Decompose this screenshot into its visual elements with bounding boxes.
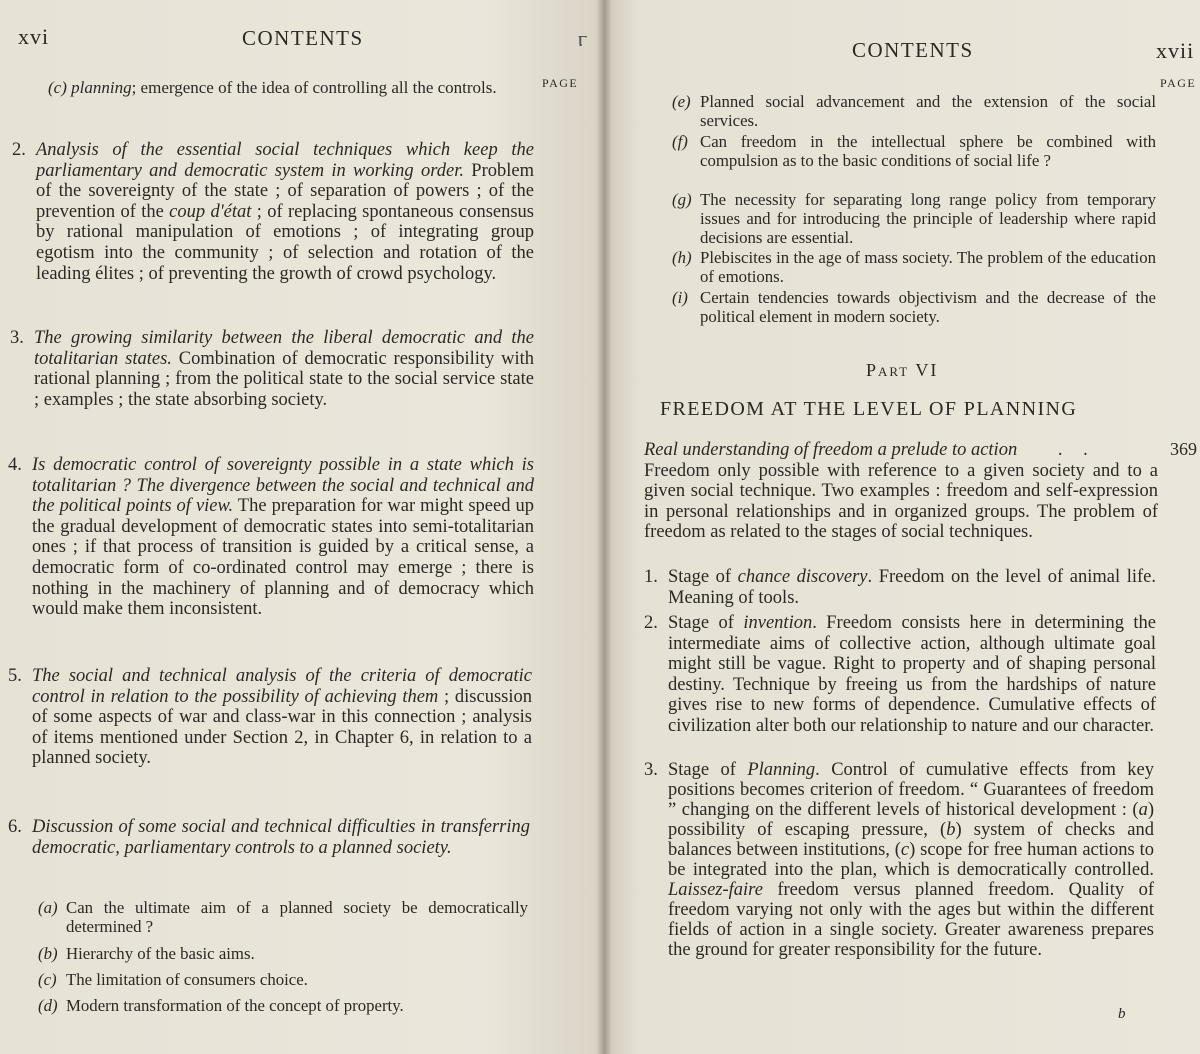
subitem-text: Can freedom in the intellectual sphere be combined with compulsion as to the basic conditions of social life ? [700,132,1156,171]
contents-stage-1 [644,567,1156,608]
subitem-label: (f) [672,132,688,151]
subitem-text: Certain tendencies towards objectivism and the decrease of the political element in modern society. [700,288,1156,327]
entry-text: . Freedom consists here in determining the intermediate aims of collective action, although ultimate goal might still be vague. Right to property and of shaping personal destiny. Technique by freeing us from the hardships of nature gives rise to new forms of dependence. Cumulative effects of civilization alter both our relationship to nature and our character. [668,613,1156,736]
intro-text: Freedom only possible with reference to a given society and to a given social technique. Two examples : freedom and self-expression in personal relationships and in organized groups. The problem of freedom as related to the stages of social techniques. [644,460,1158,543]
contents-stage-3 [644,760,1154,960]
subitem-label: (e) [672,92,691,111]
contents-subitem [38,970,528,989]
entry-number: 2. [12,140,26,160]
contents-subitem-c [48,78,534,97]
entry-italic-term: Planning [747,760,816,780]
subitem-label: (c) [38,970,57,989]
entry-text: ) scope for free human actions to be integrated into the plan, which is democratically controlled. [668,840,1154,880]
entry-text: ) system of checks and balances between institutions, ( [668,820,1154,860]
subitem-text: Plebiscites in the age of mass society. The problem of the education of emotions. [700,248,1156,287]
entry-text: ) possibility of escaping pressure, ( [668,800,1154,840]
subitem-italic: planning [71,78,132,97]
entry-text: Combination of democratic responsibility with rational planning ; from the political state to the social service state ; examples ; the state absorbing society. [34,348,534,410]
subitem-text: The necessity for separating long range policy from temporary issues and for introducing the principle of leadership where rapid decisions are essential. [700,190,1156,248]
entry-italic-title: Is democratic control of sovereignty possible in a state which is totalitarian ? The divergence between the social and technical and the political points of view. [32,455,534,517]
part-label: Part VI [866,360,939,380]
right-folio: xvii [1156,38,1195,63]
entry-italic-term: chance discovery [737,567,868,587]
intro-italic-title: Real understanding of freedom a prelude to action [644,440,1018,460]
section-intro [644,440,1158,543]
page-reference: 369 [1170,439,1197,459]
list-letter: a [1138,800,1148,820]
entry-text: . Freedom on the level of animal life. Meaning of tools. [668,567,1156,608]
subitem-text: Can the ultimate aim of a planned society be democratically determined ? [66,898,528,937]
entry-text: ; discussion of some aspects of war and class-war in this connection ; analysis of items mentioned under Section 2, in Chapter 6, in relation to a planned society. [32,686,532,769]
left-folio: xvi [18,24,50,49]
signature-mark: b [1118,1006,1126,1022]
entry-number: 1. [644,567,658,587]
entry-text: The preparation for war might speed up the gradual development of democratic states into semi-totalitarian ones ; if that process of transition is guided by a critical sense, a democratic form of co-ordinated control may emerge ; there is nothing in the machinery of planning and of democracy which would make them inconsistent. [32,496,534,620]
subitem-text: ; emergence of the idea of controlling all the controls. [131,78,497,97]
subitem-label: (b) [38,944,58,963]
subitem-label: (d) [38,996,58,1015]
contents-subitem [38,898,528,936]
entry-italic-term: coup d'état [169,201,252,222]
list-letter: c [900,840,910,860]
subitem-label: (i) [672,288,688,307]
entry-number: 3. [644,760,658,780]
contents-subitem [38,996,528,1015]
left-page-column-header: PAGE [542,76,579,90]
entry-italic-title: The growing similarity between the liberal democratic and the totalitarian states. [34,328,534,369]
contents-subitem [38,944,528,963]
entry-text: freedom versus planned freedom. Quality of freedom varying not only with the ages but within the different fields of action in a single society. Greater awareness prepares the ground for greater responsibility for the future. [668,880,1154,960]
contents-entry-4 [8,455,534,620]
subitem-text: Hierarchy of the basic aims. [66,944,255,963]
subitem-text: Planned social advancement and the extension of the social services. [700,92,1156,131]
contents-subitem [672,190,1156,248]
subitem-label: (g) [672,190,692,209]
entry-number: 2. [644,613,658,633]
entry-italic-title: Analysis of the essential social techniques which keep the parliamentary and democratic system in working order. [36,140,534,181]
entry-number: 3. [10,328,24,348]
subitem-label: (a) [38,898,58,917]
right-running-head: CONTENTS [852,38,974,62]
entry-italic-title: The social and technical analysis of the criteria of democratic control in relation to the possibility of achieving them [32,666,532,707]
subitem-label: (h) [672,248,692,267]
contents-entry-2 [12,140,534,284]
right-page [604,0,1200,1054]
entry-number: 6. [8,817,22,837]
entry-italic-title: Discussion of some social and technical difficulties in transferring democratic, parliamentary controls to a planned society. [32,817,530,858]
pencil-mark: ⲅ [578,26,588,51]
contents-subitem [672,288,1156,326]
contents-entry-3 [10,328,534,410]
entry-italic-term: Laissez-faire [668,880,763,900]
leader-dots: . . [1057,440,1096,460]
entry-prefix: Stage of [668,760,748,780]
entry-prefix: Stage of [668,613,744,633]
book-gutter-shadow [596,0,612,1054]
contents-subitem [672,248,1156,286]
entry-text: . Control of cumulative effects from key positions becomes criterion of freedom. “ Guarantees of freedom ” changing on the different levels of historical development : ( [668,760,1154,820]
subitem-label: (c) [48,78,67,97]
contents-subitem [672,92,1156,130]
right-page-column-header: PAGE [1160,76,1197,90]
entry-number: 4. [8,455,22,475]
contents-stage-2 [644,613,1156,737]
entry-text: Problem of the sovereignty of the state ; of separation of powers ; of the prevention of the [36,160,534,222]
contents-entry-6 [8,817,530,858]
section-title: FREEDOM AT THE LEVEL OF PLANNING [660,398,1078,420]
entry-italic-term: invention [743,613,813,633]
contents-subitem [672,132,1156,170]
entry-prefix: Stage of [668,567,738,587]
entry-number: 5. [8,666,22,686]
list-letter: b [946,820,956,840]
subitem-text: Modern transformation of the concept of property. [66,996,404,1015]
contents-entry-5 [8,666,532,769]
entry-text-continued: ; of replacing spontaneous consensus by rational manipulation of emotions ; of integrating group egotism into the community ; of selection and rotation of the leading élites ; of preventing the growth of crowd psychology. [36,201,534,284]
left-running-head: CONTENTS [242,26,364,50]
subitem-text: The limitation of consumers choice. [66,970,308,989]
